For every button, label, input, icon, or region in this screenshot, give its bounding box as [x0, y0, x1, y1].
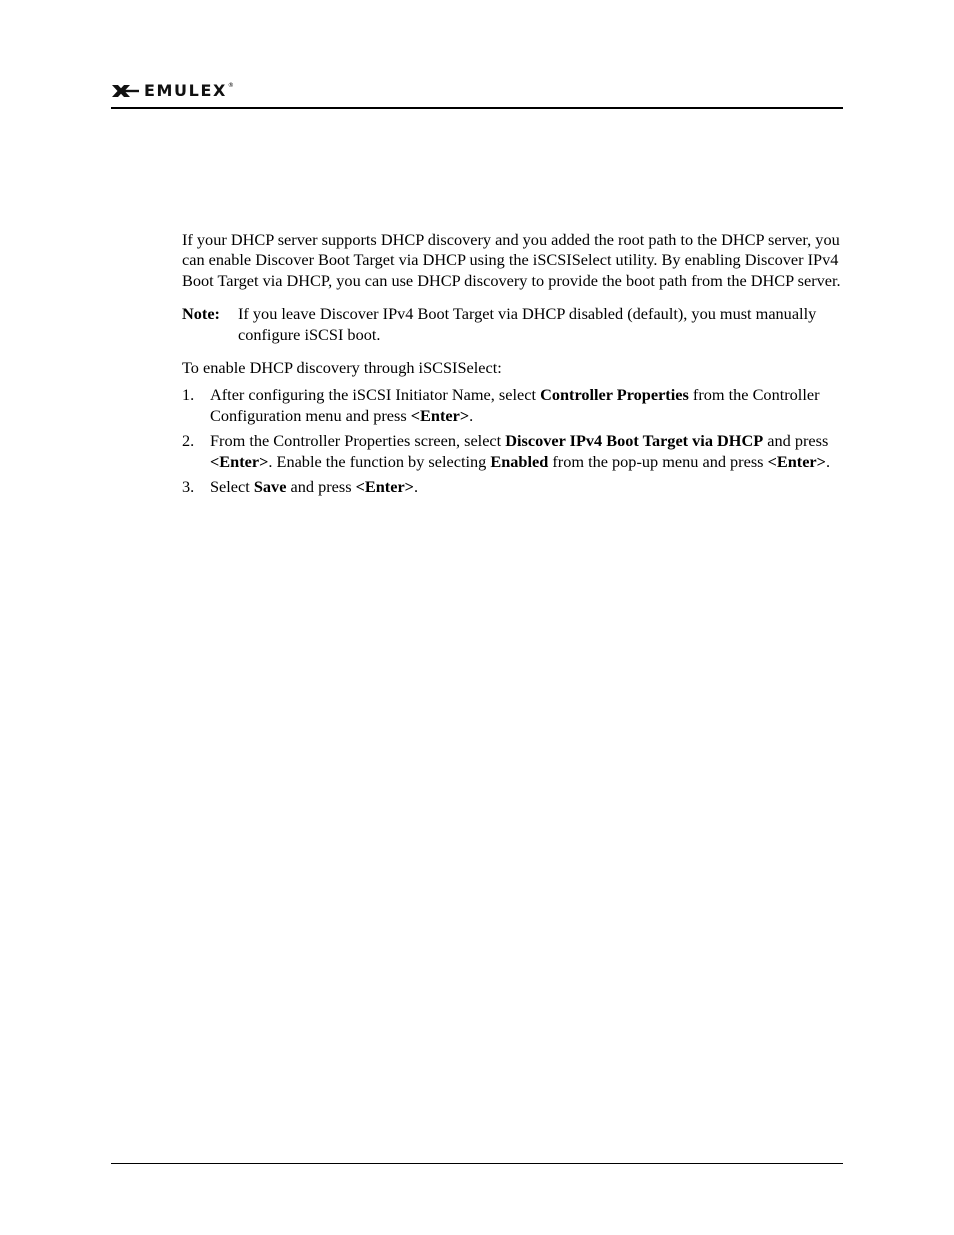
step-ui-term: Discover IPv4 Boot Target via DHCP [505, 431, 764, 451]
emulex-logo [111, 82, 234, 100]
step-text [210, 385, 842, 426]
step-number: 1. [182, 385, 195, 405]
procedure-lead: To enable DHCP discovery through iSCSISelect: [182, 358, 502, 378]
step-key-term: <Enter> [410, 405, 470, 425]
step-text-run: From the Controller Properties screen, select [210, 431, 506, 451]
emulex-logo-text: EMULEX [144, 81, 227, 100]
step-text [210, 477, 842, 497]
step-number: 2. [182, 431, 195, 451]
note-text: If you leave Discover IPv4 Boot Target via DHCP disabled (default), you must manually configure iSCSI boot. [238, 304, 817, 344]
step-ui-term: Enabled [490, 451, 549, 471]
step-number: 3. [182, 477, 195, 497]
step-text-run: After configuring the iSCSI Initiator Name, select [210, 385, 541, 405]
step-text-run: . [825, 451, 831, 471]
note-block [182, 304, 842, 345]
step-item [182, 385, 842, 426]
step-ui-term: Controller Properties [540, 385, 689, 405]
step-text-run: . [469, 405, 474, 425]
trademark-mark: ® [227, 82, 234, 89]
step-text-run: from the Controller Configuration menu and press [210, 385, 820, 425]
step-key-term: <Enter> [767, 451, 826, 471]
step-ui-term: Save [253, 477, 287, 497]
step-text-run: . Enable the function by selecting [268, 451, 491, 471]
procedure-steps [182, 385, 842, 497]
emulex-logo-mark-icon [111, 83, 141, 99]
intro-paragraph: If your DHCP server supports DHCP discovery and you added the root path to the DHCP server, you can enable Discover Boot Target via DHCP using the iSCSISelect utility. By enabling Discover IPv4 Boot Target via DHCP, you can use DHCP discovery to provide the boot path from the DHCP server. [182, 230, 841, 290]
step-text [210, 431, 842, 472]
page-header [111, 80, 843, 102]
step-item [182, 431, 842, 472]
step-text-run: from the pop-up menu and press [548, 451, 768, 471]
step-text-run: and press [286, 477, 356, 497]
note-label: Note: [182, 304, 220, 324]
step-key-term: <Enter> [355, 477, 414, 497]
step-text-run: . [413, 477, 419, 497]
document-body [182, 230, 842, 502]
step-text-run: and press [763, 431, 829, 451]
header-rule [111, 107, 843, 109]
step-key-term: <Enter> [210, 451, 269, 471]
step-item [182, 477, 842, 497]
step-text-run: Select [210, 477, 254, 497]
footer-rule [111, 1163, 843, 1164]
